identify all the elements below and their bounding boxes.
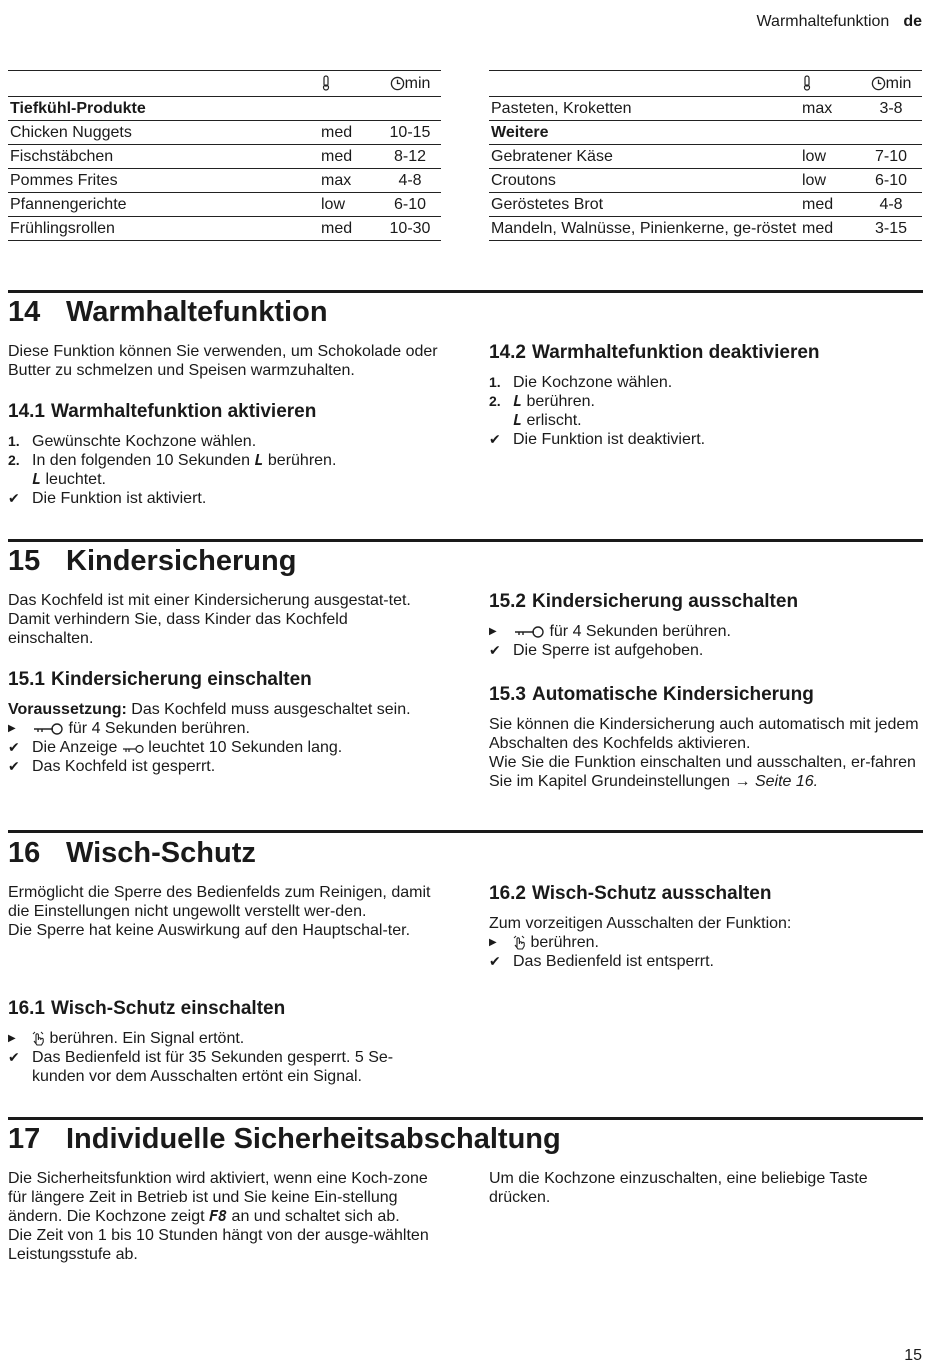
action-triangle-icon: ▶: [489, 626, 497, 637]
list-item: ✔ Das Bedienfeld ist entsperrt.: [489, 953, 714, 970]
time-minutes: 4-8: [379, 169, 441, 193]
time-minutes: 8-12: [379, 145, 441, 169]
error-code-display: F8: [209, 1207, 228, 1225]
keep-warm-symbol: L: [254, 451, 264, 469]
keep-warm-symbol: L: [513, 411, 523, 429]
page-number: 15: [904, 1347, 922, 1364]
table-row: [8, 193, 441, 217]
heat-level: med: [319, 217, 379, 241]
heat-level: med: [319, 145, 379, 169]
subsection-15-2-body: [489, 622, 922, 660]
time-minutes: 6-10: [379, 193, 441, 217]
list-item: 2. L berühren. L erlischt.: [489, 392, 595, 429]
header-chapter: Warmhaltefunktion: [756, 13, 890, 30]
time-minutes: 6-10: [860, 169, 922, 193]
list-item: ✔ Das Bedienfeld ist für 35 Sekunden gesperrt. 5 Se-kunden vor dem Ausschalten ertönt ein Signal.: [8, 1049, 394, 1085]
section-14-title: 14 Warmhaltefunktion: [8, 296, 328, 328]
list-item: 2. In den folgenden 10 Sekunden L berühren. L leuchtet.: [8, 451, 337, 488]
header-lang: de: [903, 13, 922, 30]
section-16-intro: Ermöglicht die Sperre des Bedienfelds zum Reinigen, damit die Einstellungen nicht ungewollt verstellt wer-den. Die Sperre hat keine Auswirkung auf den Hauptschal-ter.: [8, 884, 431, 939]
table-row: [489, 97, 922, 121]
list-item: ✔ Das Kochfeld ist gesperrt.: [8, 758, 216, 775]
subsection-16-2-body: Zum vorzeitigen Ausschalten der Funktion: ▶ berühren. ✔ Das Bedienfeld ist entsperrt.: [489, 914, 922, 971]
section-14-intro: Diese Funktion können Sie verwenden, um Schokolade oder Butter zu schmelzen und Speisen warmzuhalten.: [8, 343, 438, 379]
food-name: Mandeln, Walnüsse, Pinienkerne, ge-röstet: [489, 217, 800, 241]
action-triangle-icon: ▶: [8, 1033, 16, 1044]
heat-level: med: [800, 217, 860, 241]
time-header: [379, 71, 441, 97]
temperature-icon: [800, 71, 860, 97]
subsection-14-2-title: 14.2 Warmhaltefunktion deaktivieren: [489, 342, 820, 363]
food-name: Chicken Nuggets: [8, 121, 319, 145]
time-minutes: [379, 97, 441, 121]
food-name: Weitere: [489, 121, 800, 145]
list-item: ✔ Die Anzeige leuchtet 10 Sekunden lang.: [8, 739, 343, 756]
time-minutes: 3-15: [860, 217, 922, 241]
list-item: ▶ berühren. Ein Signal ertönt.: [8, 1030, 245, 1047]
table-category-row: [8, 97, 441, 121]
section-17-right-text: Um die Kochzone einzuschalten, eine beliebige Taste drücken.: [489, 1170, 868, 1206]
section-rule: [8, 830, 923, 833]
action-triangle-icon: ▶: [489, 937, 497, 948]
subsection-15-1-body: [8, 700, 438, 776]
section-17-title: 17 Individuelle Sicherheitsabschaltung: [8, 1123, 561, 1155]
table-row: [489, 193, 922, 217]
check-icon: ✔: [489, 431, 501, 447]
time-minutes: [860, 121, 922, 145]
table-row: [8, 145, 441, 169]
page-reference-link[interactable]: Seite 16.: [754, 773, 819, 790]
subsection-14-2-steps: [489, 373, 922, 449]
cooking-table-right: [489, 70, 922, 241]
section-16-title: 16 Wisch-Schutz: [8, 837, 256, 869]
table-header-row: [8, 71, 441, 97]
subsection-15-2-title: 15.2 Kindersicherung ausschalten: [489, 591, 799, 612]
section-rule: [8, 290, 923, 293]
time-header: [860, 71, 922, 97]
food-name: Pfannengerichte: [8, 193, 319, 217]
subsection-15-1-title: 15.1 Kindersicherung einschalten: [8, 669, 312, 690]
table-row: [8, 217, 441, 241]
section-rule: [8, 1117, 923, 1120]
heat-level: low: [319, 193, 379, 217]
key-icon: [32, 722, 64, 736]
food-name: Croutons: [489, 169, 800, 193]
cooking-table-left: [8, 70, 441, 241]
time-header-label: min: [885, 75, 912, 92]
time-minutes: 10-30: [379, 217, 441, 241]
key-icon: [513, 625, 545, 639]
arrow-icon: →: [734, 773, 751, 790]
table-row: [8, 121, 441, 145]
subsection-14-1-steps: [8, 432, 448, 508]
check-icon: ✔: [489, 642, 501, 658]
list-item: 1. Die Kochzone wählen.: [489, 374, 673, 391]
lock-display-icon: [122, 743, 144, 755]
table-row: [489, 217, 922, 241]
food-name: Pasteten, Kroketten: [489, 97, 800, 121]
food-name: Pommes Frites: [8, 169, 319, 193]
heat-level: [319, 97, 379, 121]
check-icon: ✔: [8, 758, 20, 774]
table-category-row: [489, 121, 922, 145]
clock-icon: [390, 76, 405, 91]
list-item: ✔ Die Funktion ist aktiviert.: [8, 490, 207, 507]
clock-icon: [871, 76, 886, 91]
subsection-15-3-body: Sie können die Kindersicherung auch automatisch mit jedem Abschalten des Kochfelds aktivieren. Wie Sie die Funktion einschalten und ausschalten, er-fahren Sie im Kapitel Grundeinstellungen → Seite 16.: [489, 716, 919, 790]
heat-level: med: [800, 193, 860, 217]
check-icon: ✔: [489, 953, 501, 969]
heat-level: max: [319, 169, 379, 193]
running-header: [757, 12, 922, 31]
food-name: Gebratener Käse: [489, 145, 800, 169]
check-icon: ✔: [8, 739, 20, 755]
wipe-protection-icon: [32, 1031, 45, 1046]
heat-level: [800, 121, 860, 145]
precondition: Voraussetzung: Das Kochfeld muss ausgeschaltet sein.: [8, 701, 411, 718]
temperature-icon: [319, 71, 379, 97]
food-name: Fischstäbchen: [8, 145, 319, 169]
food-name: Geröstetes Brot: [489, 193, 800, 217]
food-name: Tiefkühl-Produkte: [8, 97, 319, 121]
table-row: [8, 169, 441, 193]
list-item: ✔ Die Funktion ist deaktiviert.: [489, 431, 706, 448]
subsection-15-3-title: 15.3 Automatische Kindersicherung: [489, 684, 814, 705]
list-item: ▶ für 4 Sekunden berühren.: [489, 623, 731, 640]
check-icon: ✔: [8, 490, 20, 506]
heat-level: med: [319, 121, 379, 145]
time-minutes: 7-10: [860, 145, 922, 169]
subsection-14-1-title: 14.1 Warmhaltefunktion aktivieren: [8, 401, 317, 422]
section-17-body: Die Sicherheitsfunktion wird aktiviert, wenn eine Koch-zone für längere Zeit in Betrieb ist und Sie keine Ein-stellung ändern. Die Kochzone zeigt F8 an und schaltet sich ab. Die Zeit von 1 bis 10 Stunden hängt von der ausge-wählten Leistungsstufe ab.: [8, 1170, 429, 1263]
time-header-label: min: [404, 75, 431, 92]
table-header-row: [489, 71, 922, 97]
heat-level: low: [800, 169, 860, 193]
subsection-16-1-title: 16.1 Wisch-Schutz einschalten: [8, 998, 286, 1019]
list-item: ▶ für 4 Sekunden berühren.: [8, 720, 250, 737]
keep-warm-symbol: L: [32, 470, 42, 488]
check-icon: ✔: [8, 1049, 20, 1065]
list-item: ▶ berühren.: [489, 934, 599, 951]
table-row: [489, 145, 922, 169]
time-minutes: 4-8: [860, 193, 922, 217]
time-minutes: 3-8: [860, 97, 922, 121]
time-minutes: 10-15: [379, 121, 441, 145]
table-row: [489, 169, 922, 193]
list-item: 1. Gewünschte Kochzone wählen.: [8, 433, 257, 450]
keep-warm-symbol: L: [513, 392, 523, 410]
heat-level: low: [800, 145, 860, 169]
heat-level: max: [800, 97, 860, 121]
action-triangle-icon: ▶: [8, 723, 16, 734]
food-name: Frühlingsrollen: [8, 217, 319, 241]
section-15-title: 15 Kindersicherung: [8, 545, 297, 577]
section-rule: [8, 539, 923, 542]
section-15-intro: Das Kochfeld ist mit einer Kindersicherung ausgestat-tet. Damit verhindern Sie, dass Kinder das Kochfeld einschalten.: [8, 592, 411, 647]
list-item: ✔ Die Sperre ist aufgehoben.: [489, 642, 704, 659]
wipe-protection-icon: [513, 935, 526, 950]
subsection-16-1-body: [8, 1029, 438, 1086]
subsection-16-2-title: 16.2 Wisch-Schutz ausschalten: [489, 883, 772, 904]
